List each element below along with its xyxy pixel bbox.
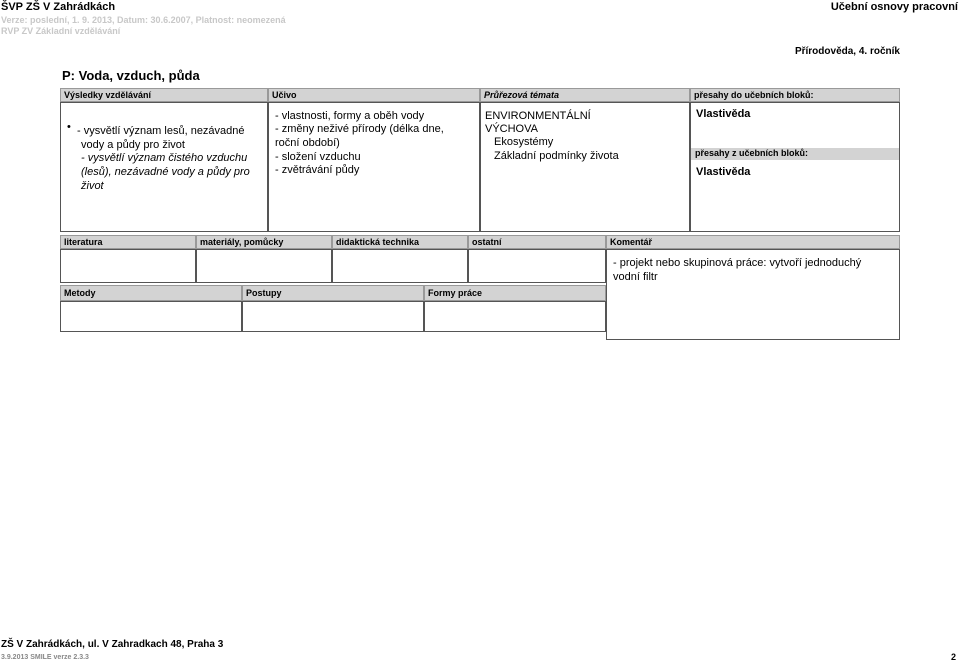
- content-cell: [268, 102, 480, 232]
- content-line-4: - složení vzduchu: [275, 151, 361, 163]
- overlaps-from-header: přesahy z učebních bloků:: [691, 148, 899, 160]
- outcome-line-1: - vysvětlí význam lesů, nezávadné: [77, 125, 245, 137]
- didactic-header: didaktická technika: [332, 235, 468, 249]
- topic-title: P: Voda, vzduch, půda: [62, 68, 200, 83]
- cross-topics-header-label: Průřezová témata: [484, 90, 560, 100]
- overlap-from-value: Vlastivěda: [696, 166, 751, 178]
- literature-header: literatura: [60, 235, 196, 249]
- materials-header: materiály, pomůcky: [196, 235, 332, 249]
- rvp-line: RVP ZV Základní vzdělávání: [1, 26, 121, 36]
- outcomes-cell: [60, 102, 268, 232]
- overlaps-cell: [690, 102, 900, 232]
- main-table: [60, 88, 900, 232]
- subject-grade: Přírodověda, 4. ročník: [794, 46, 900, 57]
- outcome-line-3: - vysvětlí význam čistého vzduchu: [81, 152, 248, 164]
- cross-topic-line-3: Ekosystémy: [494, 136, 554, 148]
- content-line-5: - zvětrávání půdy: [275, 164, 360, 176]
- other-cell: [468, 249, 606, 283]
- literature-cell: [60, 249, 196, 283]
- page-number: 2: [950, 652, 956, 662]
- content-header: Učivo: [268, 88, 480, 102]
- content-line-2: - změny neživé přírody (délka dne,: [275, 123, 444, 135]
- forms-cell: [424, 301, 606, 332]
- footer-address: ZŠ V Zahrádkách, ul. V Zahradkach 48, Praha 3: [1, 639, 224, 650]
- cross-topics-cell: [480, 102, 690, 232]
- content-line-1: - vlastnosti, formy a oběh vody: [275, 110, 425, 122]
- overlaps-to-header: přesahy do učebních bloků:: [690, 88, 900, 102]
- didactic-cell: [332, 249, 468, 283]
- resources-table: [60, 235, 900, 340]
- postupy-cell: [242, 301, 424, 332]
- comment-cell: [606, 249, 900, 340]
- comment-line-2: vodní filtr: [613, 271, 658, 283]
- comment-header: Komentář: [606, 235, 900, 249]
- cross-topic-line-1: ENVIRONMENTÁLNÍ: [485, 110, 591, 122]
- cross-topic-line-2: VÝCHOVA: [485, 123, 538, 135]
- footer-software: 3.9.2013 SMILE verze 2.3.3: [1, 654, 89, 661]
- outcomes-header: Výsledky vzdělávání: [60, 88, 268, 102]
- methods-header: Metody: [60, 285, 242, 301]
- comment-line-1: - projekt nebo skupinová práce: vytvoří jednoduchý: [613, 257, 862, 269]
- forms-header: Formy práce: [424, 285, 606, 301]
- content-line-3: roční období): [275, 137, 340, 149]
- outcome-line-2: vody a půdy pro život: [81, 139, 185, 151]
- outcome-line-4: (lesů), nezávadné vody a půdy pro: [81, 166, 250, 178]
- materials-cell: [196, 249, 332, 283]
- overlap-to-value: Vlastivěda: [696, 108, 751, 120]
- methods-cell: [60, 301, 242, 332]
- outcome-line-5: život: [81, 180, 104, 192]
- other-header: ostatní: [468, 235, 606, 249]
- version-line: Verze: poslední, 1. 9. 2013, Datum: 30.6.2007, Platnost: neomezená: [1, 15, 286, 25]
- school-title: ŠVP ZŠ V Zahrádkách: [1, 1, 116, 13]
- postupy-header: Postupy: [242, 285, 424, 301]
- bullet: •: [67, 121, 71, 133]
- document-type: Učební osnovy pracovní: [830, 1, 958, 13]
- cross-topics-header: [480, 88, 690, 102]
- cross-topic-line-4: Základní podmínky života: [494, 150, 619, 162]
